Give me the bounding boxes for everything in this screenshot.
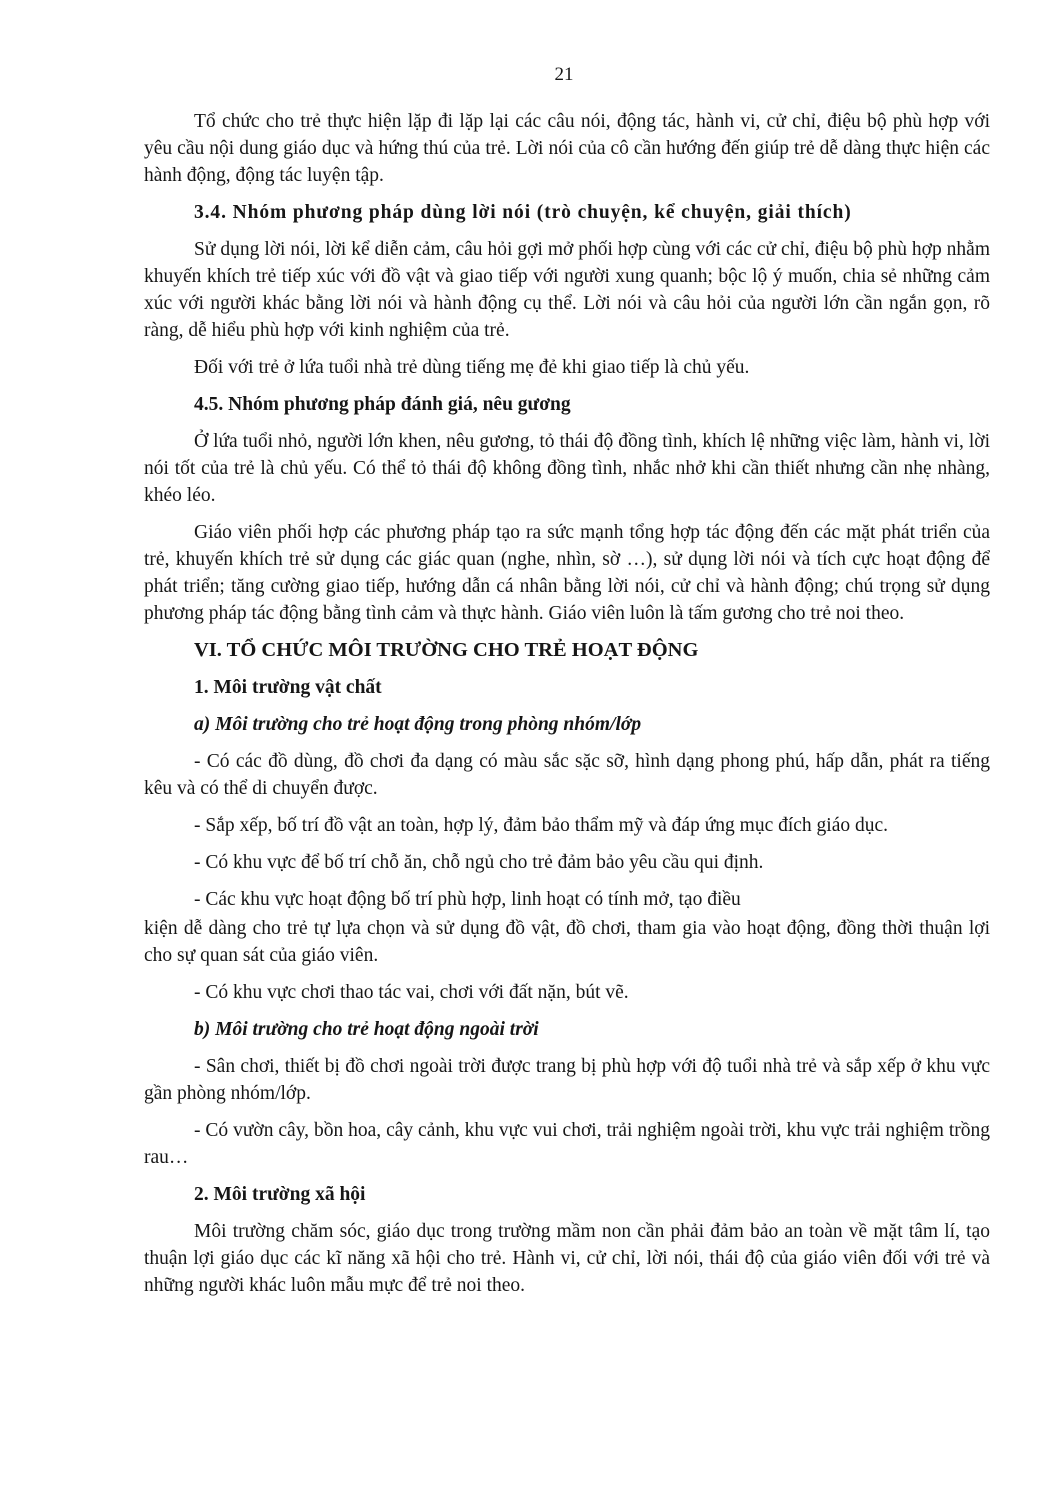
subheading-indoor-environment: a) Môi trường cho trẻ hoạt động trong phòng nhóm/lớp [194,714,642,735]
section-heading-3-4: 3.4. Nhóm phương pháp dùng lời nói (trò chuyện, kể chuyện, giải thích) [194,202,852,223]
section-heading-social-environment: 2. Môi trường xã hội [194,1184,366,1205]
section-heading-physical-environment: 1. Môi trường vật chất [194,677,382,698]
subheading-outdoor-environment: b) Môi trường cho trẻ hoạt động ngoài trời [194,1019,539,1040]
list-item-toys: - Có các đồ dùng, đồ chơi đa dạng có màu sắc sặc sỡ, hình dạng phong phú, hấp dẫn, phát ra tiếng kêu và có thể di chuyển được. [144,751,990,799]
paragraph-verbal-methods: Sử dụng lời nói, lời kể diễn cảm, câu hỏi gợi mở phối hợp cùng với các cử chỉ, điệu bộ phù hợp nhằm khuyến khích trẻ tiếp xúc với đồ vật và giao tiếp với người xung quanh; bộc lộ ý muốn, chia sẻ những cảm xúc với người khác bằng lời nói và hành động cụ thể. Lời nói và câu hỏi của người lớn cần ngắn gọn, rõ ràng, dễ hiểu phù hợp với kinh nghiệm của trẻ. [144,239,990,341]
list-item-playground: - Sân chơi, thiết bị đồ chơi ngoài trời được trang bị phù hợp với độ tuổi nhà trẻ và sắp xếp ở khu vực gần phòng nhóm/lớp. [144,1056,990,1104]
paragraph-teacher-coordination: Giáo viên phối hợp các phương pháp tạo ra sức mạnh tổng hợp tác động đến các mặt phát triển của trẻ, khuyến khích trẻ sử dụng các giác quan (nghe, nhìn, sờ …), sử dụng lời nói và tích cực hoạt động để phát triển; tăng cường giao tiếp, hướng dẫn cá nhân bằng lời nói, cử chỉ và hành động; chú trọng sử dụng phương pháp tác động bằng tình cảm và thực hành. Giáo viên luôn là tấm gương cho trẻ noi theo. [144,522,990,624]
paragraph-social-environment: Môi trường chăm sóc, giáo dục trong trường mầm non cần phải đảm bảo an toàn về mặt tâm lí, tạo thuận lợi giáo dục các kĩ năng xã hội cho trẻ. Hành vi, cử chỉ, lời nói, thái độ của giáo viên đối với trẻ và những người khác luôn mẫu mực để trẻ noi theo. [144,1221,990,1296]
list-item-activity-areas-continued: kiện dễ dàng cho trẻ tự lựa chọn và sử dụng đồ vật, đồ chơi, tham gia vào hoạt động, đồng thời thuận lợi cho sự quan sát của giáo viên. [144,918,990,966]
paragraph-mother-tongue: Đối với trẻ ở lứa tuổi nhà trẻ dùng tiếng mẹ đẻ khi giao tiếp là chủ yếu. [194,357,750,378]
section-heading-vi: VI. TỔ CHỨC MÔI TRƯỜNG CHO TRẺ HOẠT ĐỘNG [194,639,699,661]
paragraph-praise: Ở lứa tuổi nhỏ, người lớn khen, nêu gương, tỏ thái độ đồng tình, khích lệ những việc làm, hành vi, lời nói tốt của trẻ là chủ yếu. Có thể tỏ thái độ không đồng tình, nhắc nhở khi cần thiết nhưng cần nhẹ nhàng, khéo léo. [144,431,990,506]
list-item-eating-sleeping: - Có khu vực để bố trí chỗ ăn, chỗ ngủ cho trẻ đảm bảo yêu cầu qui định. [194,852,764,873]
page-number: 21 [554,64,574,85]
list-item-activity-areas: - Các khu vực hoạt động bố trí phù hợp, linh hoạt có tính mở, tạo điều [194,889,741,910]
list-item-garden: - Có vườn cây, bồn hoa, cây cảnh, khu vực vui chơi, trải nghiệm ngoài trời, khu vực trải nghiệm trồng rau… [144,1120,990,1168]
section-heading-4-5: 4.5. Nhóm phương pháp đánh giá, nêu gương [194,394,571,415]
list-item-role-play: - Có khu vực chơi thao tác vai, chơi với đất nặn, bút vẽ. [194,982,629,1003]
list-item-arrangement: - Sắp xếp, bố trí đồ vật an toàn, hợp lý, đảm bảo thẩm mỹ và đáp ứng mục đích giáo dục. [194,815,889,836]
page-content [144,108,990,1309]
paragraph-practice: Tổ chức cho trẻ thực hiện lặp đi lặp lại các câu nói, động tác, hành vi, cử chỉ, điệu bộ phù hợp với yêu cầu nội dung giáo dục và hứng thú của trẻ. Lời nói của cô cần hướng đến giúp trẻ dễ dàng thực hiện các hành động, động tác luyện tập. [144,111,990,186]
